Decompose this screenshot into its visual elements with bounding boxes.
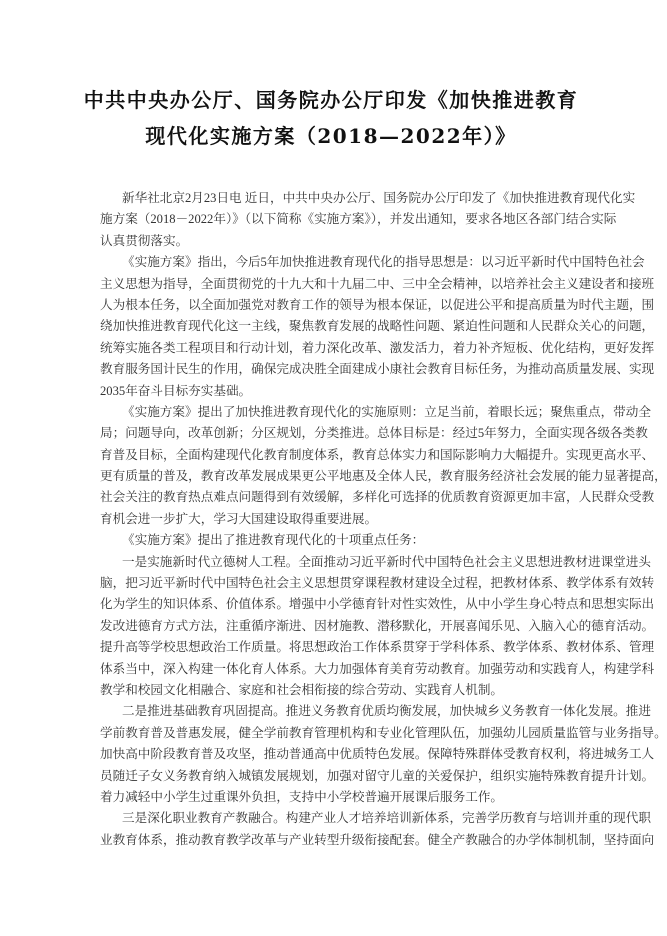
paragraph-line: 局；问题导向，改革创新；分区规划，分类推进。总体目标是：经过5年努力，全面实现各级各类教 (100, 426, 648, 441)
paragraph-line: 体系当中，深入构建一体化育人体系。大力加强体育美育劳动教育。加强劳动和实践育人，构建学科 (100, 661, 655, 676)
paragraph-line: 绕加快推进教育现代化这一主线，聚焦教育发展的战略性问题、紧迫性问题和人民群众关心的问题， (100, 319, 655, 334)
paragraph (100, 552, 655, 702)
paragraph (100, 402, 667, 530)
paragraph-line: 化为学生的知识体系、价值体系。增强中小学德育针对性实效性，从中小学生身心特点和思想实际出 (100, 597, 655, 612)
paragraph-line: 发改进德育方式方法，注重循序渐进、因材施教、潜移默化，开展喜闻乐见、入脑入心的德育活动。 (100, 618, 655, 633)
paragraph-line: 学前教育普及普惠发展，健全学前教育管理机构和专业化管理队伍，加强幼儿园质量监管与业务指导。 (100, 725, 667, 740)
paragraph-line: 《实施方案》提出了推进教育现代化的十项重点任务： (122, 533, 425, 548)
paragraph (100, 701, 667, 808)
document-title-line-1: 中共中央办公厅、国务院办公厅印发《加快推进教育 (83, 88, 579, 112)
paragraph-line: 脑，把习近平新时代中国特色社会主义思想贯穿课程教材建设全过程，把教材体系、教学体系有效转 (100, 576, 655, 591)
paragraph-line: 主义思想为指导，全面贯彻党的十九大和十九届二中、三中全会精神，以培养社会主义建设者和接班 (100, 276, 655, 291)
paragraph-line: 二是推进基础教育巩固提高。推进义务教育优质均衡发展，加快城乡义务教育一体化发展。推进 (122, 704, 651, 719)
paragraph-line: 2035年奋斗目标夯实基础。 (100, 383, 252, 398)
paragraph-line: 社会关注的教育热点难点问题得到有效缓解，多样化可选择的优质教育资源更加丰富，人民群众受教 (100, 490, 655, 505)
paragraph-line: 教育服务国计民生的作用，确保完成决胜全面建成小康社会教育目标任务，为推动高质量发展、实现 (100, 362, 655, 377)
paragraph-line: 人为根本任务，以全面加强党对教育工作的领导为根本保证，以促进公平和提高质量为时代主题，围 (100, 297, 655, 312)
paragraph-line: 着力减轻中小学生过重课外负担，支持中小学校普遍开展课后服务工作。 (100, 789, 503, 804)
paragraph-line: 一是实施新时代立德树人工程。全面推动习近平新时代中国特色社会主义思想进教材进课堂进头 (122, 554, 651, 569)
paragraph-line: 《实施方案》提出了加快推进教育现代化的实施原则：立足当前，着眼长远；聚焦重点，带动全 (122, 404, 651, 419)
document-title-line-2: 现代化实施方案（2018—2022年）》 (145, 124, 517, 148)
paragraph-line: 加快高中阶段教育普及攻坚，推动普通高中优质特色发展。保障特殊群体受教育权利，将进城务工人 (100, 747, 655, 762)
paragraph-line: 提升高等学校思想政治工作质量。将思想政治工作体系贯穿于学科体系、教学体系、教材体系、管理 (100, 640, 655, 655)
paragraph-line: 认真贯彻落实。 (100, 233, 189, 248)
paragraph-line: 业教育体系，推动教育教学改革与产业转型升级衔接配套。健全产教融合的办学体制机制，坚持面向 (100, 832, 655, 847)
paragraph-line: 员随迁子女义务教育纳入城镇发展规划，加强对留守儿童的关爱保护，组织实施特殊教育提升计划。 (100, 768, 655, 783)
paragraph-line: 施方案（2018－2022年）》（以下简称《实施方案》），并发出通知，要求各地区各部门结合实际 (100, 212, 617, 227)
document-body (100, 188, 667, 851)
paragraph-line: 《实施方案》指出，今后5年加快推进教育现代化的指导思想是：以习近平新时代中国特色社会 (122, 255, 645, 270)
paragraph-line: 统筹实施各类工程项目和行动计划，着力深化改革、激发活力，着力补齐短板、优化结构，更好发挥 (100, 340, 655, 355)
paragraph-line: 更有质量的普及，教育改革发展成果更公平地惠及全体人民，教育服务经济社会发展的能力显著提高， (100, 469, 667, 484)
paragraph-line: 三是深化职业教育产教融合。构建产业人才培养培训新体系，完善学历教育与培训并重的现代职 (122, 811, 651, 826)
paragraph-line: 育普及目标，全面构建现代化教育制度体系，教育总体实力和国际影响力大幅提升。实现更高水平、 (100, 447, 655, 462)
paragraph-line: 新华社北京2月23日电 近日，中共中央办公厅、国务院办公厅印发了《加快推进教育现代化实 (122, 191, 636, 205)
paragraph (100, 808, 655, 851)
paragraph-line: 教学和校园文化相融合、家庭和社会相衔接的综合劳动、实践育人机制。 (100, 682, 503, 697)
paragraph (100, 188, 636, 252)
paragraph (100, 252, 655, 402)
paragraph-line: 育机会进一步扩大，学习大国建设取得重要进展。 (100, 511, 378, 526)
paragraph (100, 530, 561, 551)
